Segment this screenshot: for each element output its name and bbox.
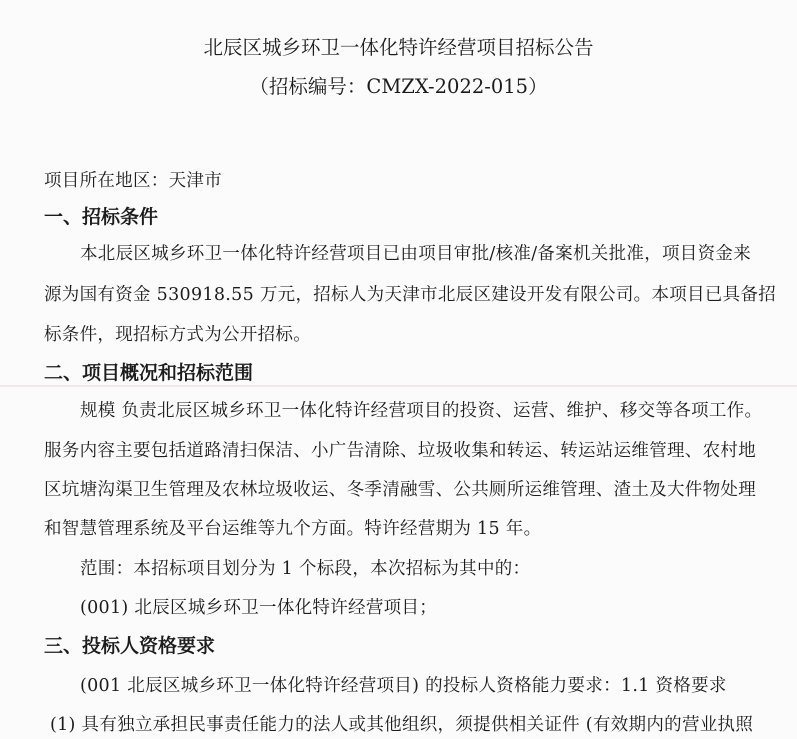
paragraph-line: 范围：本招标项目划分为 1 个标段，本次招标为其中的： [80, 559, 531, 579]
section-heading-2: 二、项目概况和招标范围 [44, 362, 254, 384]
paragraph-line: 和智慧管理系统及平台运维等九个方面。特许经营期为 15 年。 [44, 519, 542, 539]
project-location: 项目所在地区：天津市 [44, 171, 222, 191]
paragraph-line: 标条件，现招标方式为公开招标。 [44, 325, 311, 345]
section-heading-1: 一、招标条件 [44, 206, 159, 228]
tender-number: （招标编号：CMZX-2022-015） [249, 75, 548, 98]
paragraph-line: (001 北辰区城乡环卫一体化特许经营项目) 的投标人资格能力要求：1.1 资格要求 [80, 676, 727, 696]
paragraph-line: 区坑塘沟渠卫生管理及农林垃圾收运、冬季清融雪、公共厕所运维管理、渣土及大件物处理 [44, 480, 756, 500]
paragraph-line: 源为国有资金 530918.55 万元，招标人为天津市北辰区建设开发有限公司。本项目已具备招 [44, 285, 777, 305]
section-heading-3: 三、投标人资格要求 [44, 635, 216, 657]
paragraph-line: (1) 具有独立承担民事责任能力的法人或其他组织，须提供相关证件 (有效期内的营业执照 [50, 715, 754, 735]
paragraph-line: 本北辰区城乡环卫一体化特许经营项目已由项目审批/核准/备案机关批准，项目资金来 [80, 244, 751, 264]
paragraph-line: 规模 负责北辰区城乡环卫一体化特许经营项目的投资、运营、维护、移交等各项工作。 [80, 401, 763, 421]
paragraph-line: (001) 北辰区城乡环卫一体化特许经营项目； [80, 598, 438, 618]
paragraph-line: 服务内容主要包括道路清扫保洁、小广告清除、垃圾收集和转运、转运站运维管理、农村地 [44, 441, 756, 461]
scan-artifact [0, 385, 797, 387]
document-title: 北辰区城乡环卫一体化特许经营项目招标公告 [203, 36, 594, 59]
